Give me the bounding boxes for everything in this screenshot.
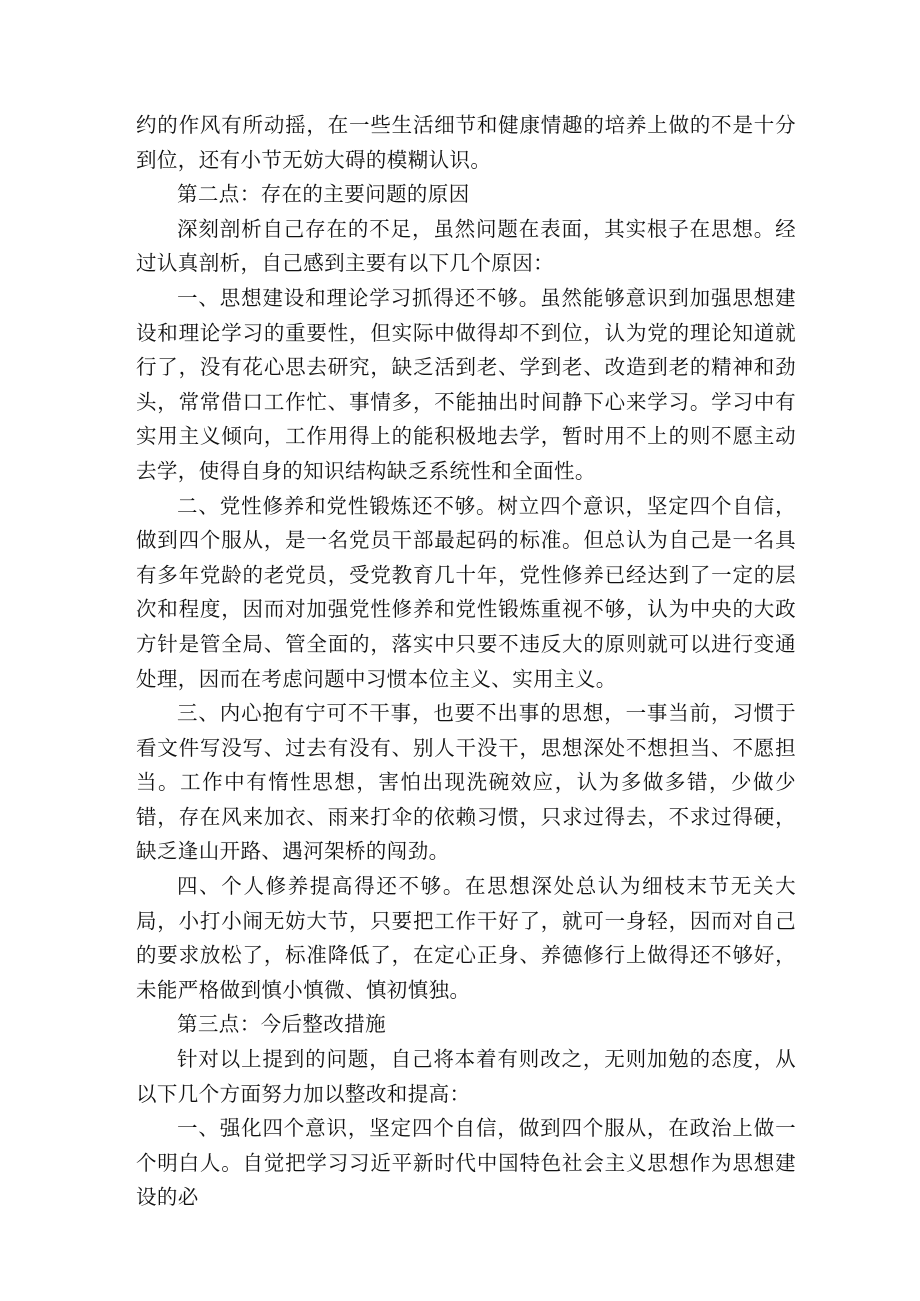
section-heading-causes: 第二点：存在的主要问题的原因 (177, 182, 470, 207)
paragraph-continuation: 约的作风有所动摇，在一些生活细节和健康情趣的培养上做的不是十分到位，还有小节无妨大碍的模糊认识。 (136, 113, 796, 172)
paragraph-cause-3: 三、内心抱有宁可不干事，也要不出事的思想，一事当前，习惯于看文件写没写、过去有没有、别人干没干，思想深处不想担当、不愿担当。工作中有惰性思想，害怕出现洗碗效应，认为多做多错，少做少错，存在风来加衣、雨来打伞的依赖习惯，只求过得去，不求过得硬，缺乏逢山开路、遇河架桥的闯劲。 (136, 701, 796, 864)
document-body (136, 108, 796, 1215)
paragraph-cause-1: 一、思想建设和理论学习抓得还不够。虽然能够意识到加强思想建设和理论学习的重要性，但实际中做得却不到位，认为党的理论知道就行了，没有花心思去研究，缺乏活到老、学到老、改造到老的精神和劲头，常常借口工作忙、事情多，不能抽出时间静下心来学习。学习中有实用主义倾向，工作用得上的能积极地去学，暂时用不上的则不愿主动去学，使得自身的知识结构缺乏系统性和全面性。 (136, 285, 796, 483)
section-heading-measures: 第三点：今后整改措施 (177, 1012, 386, 1037)
paragraph-cause-2: 二、党性修养和党性锻炼还不够。树立四个意识，坚定四个自信，做到四个服从，是一名党员干部最起码的标准。但总认为自己是一名具有多年党龄的老党员，受党教育几十年，党性修养已经达到了一定的层次和程度，因而对加强党性修养和党性锻炼重视不够，认为中央的大政方针是管全局、管全面的，落实中只要不违反大的原则就可以进行变通处理，因而在考虑问题中习惯本位主义、实用主义。 (136, 493, 796, 691)
paragraph-measure-1: 一、强化四个意识，坚定四个自信，做到四个服从，在政治上做一个明白人。自觉把学习习近平新时代中国特色社会主义思想作为思想建设的必 (136, 1116, 796, 1210)
paragraph-causes-intro: 深刻剖析自己存在的不足，虽然问题在表面，其实根子在思想。经过认真剖析，自己感到主要有以下几个原因： (136, 216, 796, 276)
paragraph-cause-4: 四、个人修养提高得还不够。在思想深处总认为细枝末节无关大局，小打小闹无妨大节，只要把工作干好了，就可一身轻，因而对自己的要求放松了，标准降低了，在定心正身、养德修行上做得还不够好，未能严格做到慎小慎微、慎初慎独。 (136, 874, 796, 1002)
paragraph-measures-intro: 针对以上提到的问题，自己将本着有则改之，无则加勉的态度，从以下几个方面努力加以整改和提高： (136, 1047, 796, 1106)
